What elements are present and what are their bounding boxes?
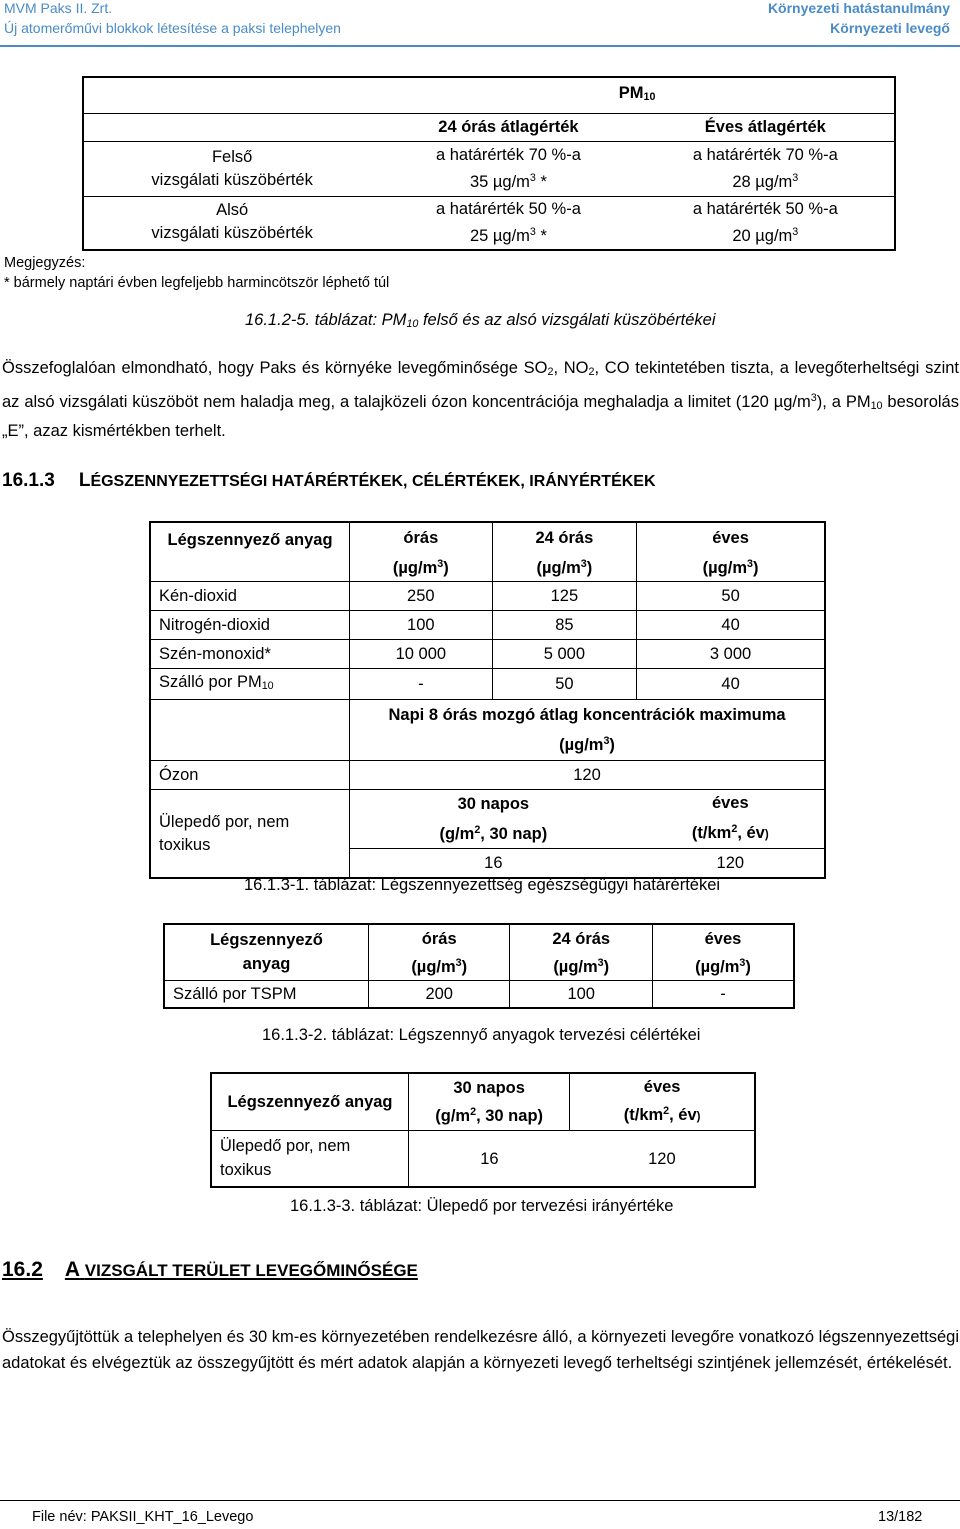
header-doc-type: Környezeti hatástanulmány xyxy=(767,0,950,16)
note-title: Megjegyzés: xyxy=(4,255,86,271)
header-project: Új atomerőművi blokkok létesítése a paksi telephelyen xyxy=(4,20,341,36)
table-row: Ülepedő por, nem toxikus 16 120 xyxy=(211,1131,755,1188)
pm10-header: PM10 xyxy=(618,84,656,103)
section-number: 16.1.3 xyxy=(2,470,55,491)
header-left xyxy=(4,0,341,37)
col-year-header: Éves átlagérték xyxy=(704,118,826,136)
lower-24h-value: a határérték 50 %-a 25 $\mu g/m^3$ * xyxy=(435,200,581,245)
upper-threshold-label: Felső vizsgálati küszöbérték xyxy=(151,148,313,189)
col-yearly-header: éves $(\mu g/m^3)$ xyxy=(702,529,759,577)
header-chapter: Környezeti levegő xyxy=(830,20,950,36)
col-24h-header: 24 órás átlagérték xyxy=(438,118,579,136)
table-row: Szálló por PM10 - 50 40 xyxy=(150,669,825,700)
lower-year-value: a határérték 50 %-a 20 $\mu g/m^3$ xyxy=(692,200,838,245)
table-caption-2: 16.1.3-1. táblázat: Légszennyezettség egészségügyi határértékei xyxy=(244,876,721,894)
table-row: Ózon 120 xyxy=(150,761,825,790)
target-value-table: Légszennyező anyag órás $(\mu g/m^3)$ 24 órás $(\mu g/m^3)$ éves $(\mu g/m^3)$ Szálló por TSPM 200 100 - xyxy=(163,923,795,1009)
table-caption-3: 16.1.3-2. táblázat: Légszennyő anyagok tervezési célértékei xyxy=(262,1026,701,1044)
dust-guideline-table: Légszennyező anyag 30 napos ($g/m^2$, 30 nap) éves ($t/km^2$, év) Ülepedő por, nem toxikus 16 120 xyxy=(210,1072,756,1188)
col-hourly-header: órás $(\mu g/m^3)$ xyxy=(350,522,493,582)
upper-year-value: a határérték 70 %-a 28 $\mu g/m^3$ xyxy=(692,146,838,191)
note-text: * bármely naptári évben legfeljebb harmincötször léphető túl xyxy=(4,275,390,291)
table-note xyxy=(4,253,389,293)
header-right xyxy=(768,0,950,37)
footer-file-name: File név: PAKSII_KHT_16_Levego xyxy=(32,1509,254,1525)
table-caption-4: 16.1.3-3. táblázat: Ülepedő por tervezési irányértéke xyxy=(290,1197,674,1215)
table-caption-1: 16.1.2-5. táblázat: PM10 felső és az alsó vizsgálati küszöbértékei xyxy=(245,311,716,330)
table-row: Nitrogén-dioxid 100 85 40 xyxy=(150,611,825,640)
table-row: 16 120 xyxy=(150,849,825,879)
col-24h-header: 24 órás $(\mu g/m^3)$ xyxy=(492,522,637,582)
footer-page-number: 13/182 xyxy=(878,1509,923,1525)
section-heading-162: 16.2 A VIZSGÁLT TERÜLET LEVEGŐMINŐSÉGE xyxy=(2,1258,418,1281)
table-row: Szálló por TSPM 200 100 - xyxy=(164,981,794,1009)
lower-threshold-label: Alsó vizsgálati küszöbérték xyxy=(151,201,313,242)
data-collection-paragraph: Összegyűjtöttük a telephelyen és 30 km-es környezetében rendelkezésre álló, a környezeti levegőre vonatkozó légszennyezettségi adatokat és elvégeztük az összegyűjtött és mért adatok alapján a környezeti levegő terheltségi szintjének jellemzését, értékelését. xyxy=(2,1328,959,1372)
col-pollutant-header: Légszennyező anyag xyxy=(150,522,350,582)
dust-row: Ülepedő por, nem toxikus 30 napos ($g/m^2$, 30 nap) éves ($t/km^2$, év) xyxy=(150,790,825,849)
pm10-threshold-table xyxy=(82,76,896,251)
header-divider xyxy=(0,45,960,47)
health-limit-table xyxy=(149,521,826,879)
section-heading-1613: 16.1.3 LÉGSZENNYEZETTSÉGI HATÁRÉRTÉKEK, CÉLÉRTÉKEK, IRÁNYÉRTÉKEK xyxy=(2,470,656,491)
table-row: Kén-dioxid 250 125 50 xyxy=(150,582,825,611)
table-row: Szén-monoxid* 10 000 5 000 3 000 xyxy=(150,640,825,669)
header-company: MVM Paks II. Zrt. xyxy=(4,0,113,16)
ozone-header-row: Napi 8 órás mozgó átlag koncentrációk maximuma $(\mu g/m^3)$ xyxy=(150,700,825,761)
summary-paragraph: Összefoglalóan elmondható, hogy Paks és környéke levegőminősége SO2, NO2, CO tekintetében tiszta, a levegőterheltségi szint az alsó vizsgálati küszöböt nem haladja meg, a talajközeli ózon koncentrációja meghaladja a limitet (120 $\mu g/m^3$), a PM10 besorolás „E”, azaz kismértékben terhelt. xyxy=(2,359,959,440)
upper-24h-value: a határérték 70 %-a 35 $\mu g/m^3$ * xyxy=(435,146,581,191)
footer-divider xyxy=(0,1500,960,1501)
